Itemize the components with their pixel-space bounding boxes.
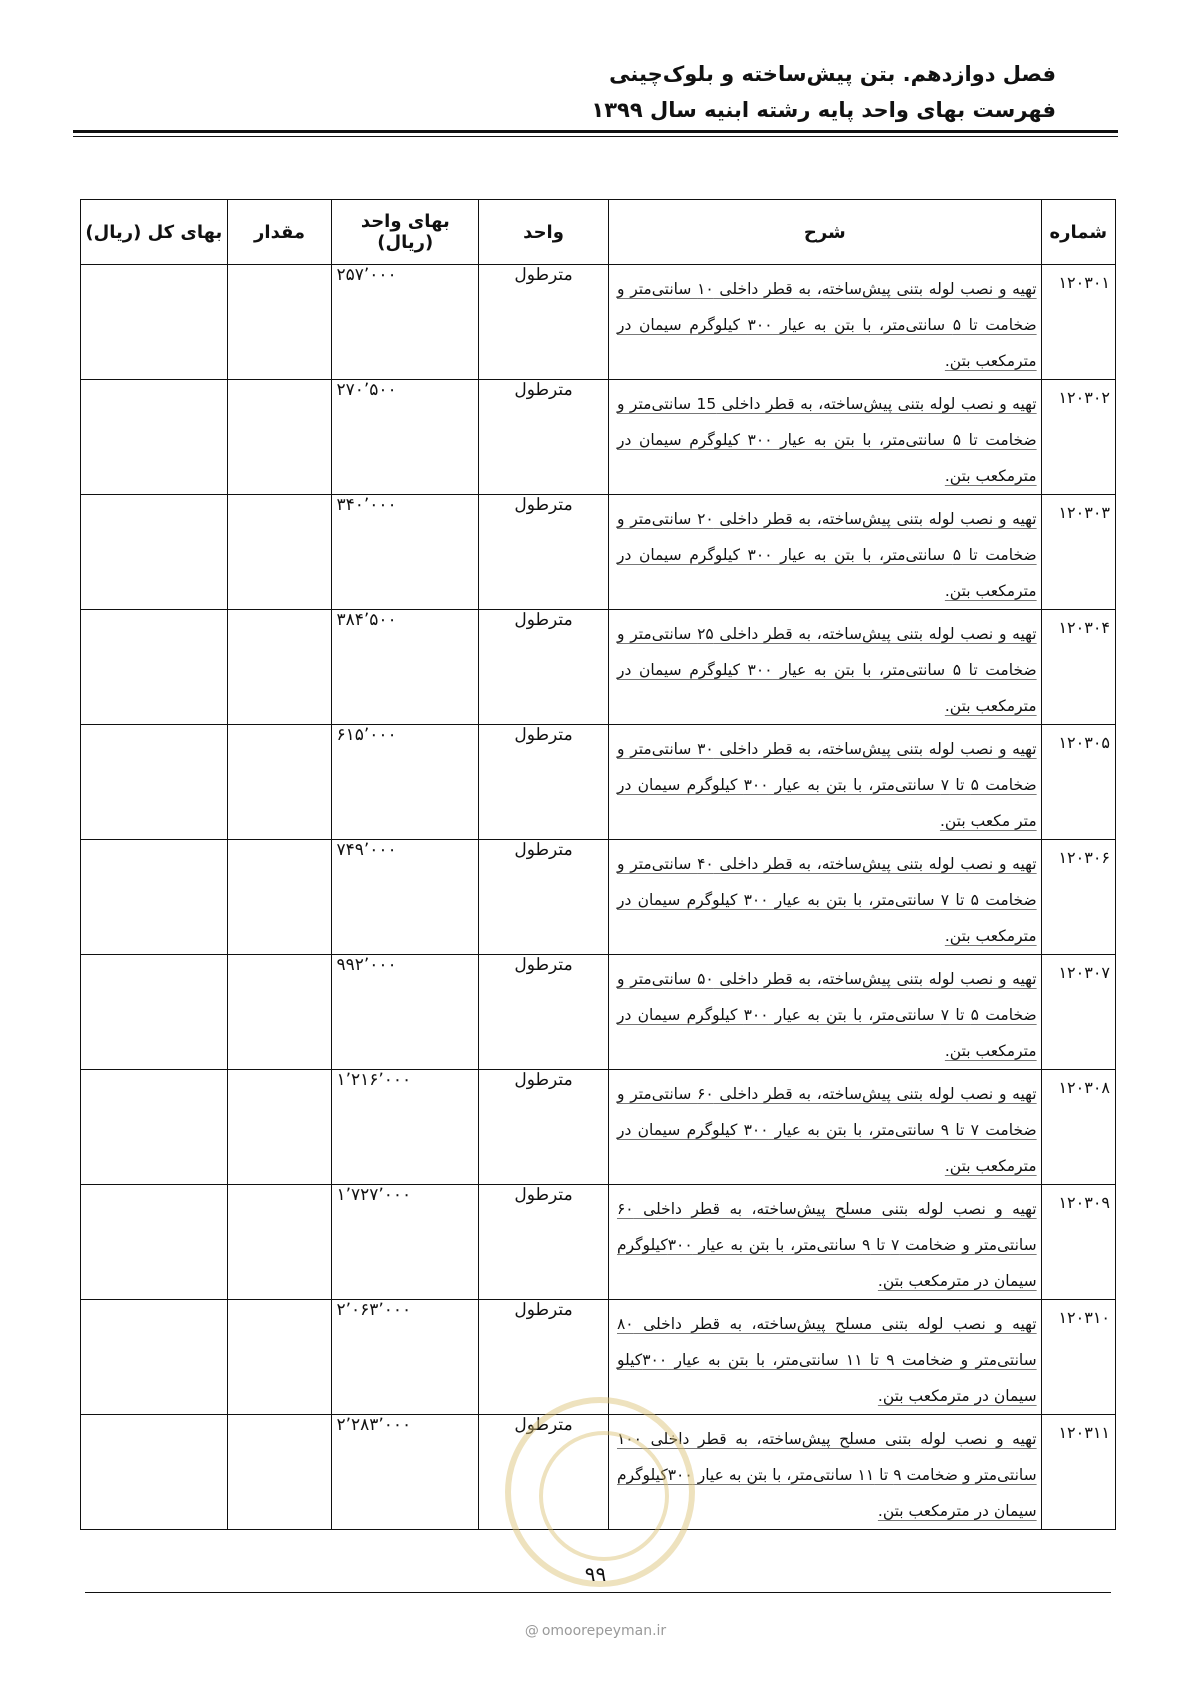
code-cell: ۱۲۰۳۰۷: [1041, 955, 1115, 1070]
description-line: تهیه و نصب لوله بتنی مسلح پیش‌ساخته، به قطر داخلی ۸۰ سانتی‌متر و ضخامت ۹ تا ۱۱ سانتی‌متر، با بتن به عیار ۳۰۰کیلو سیمان در مترمکعب بتن.: [616, 1315, 1037, 1405]
unit-price-cell: ۱٬۲۱۶٬۰۰۰: [332, 1070, 479, 1185]
table-row: [81, 955, 1116, 1070]
unit-price-cell: ۲۵۷٬۰۰۰: [332, 265, 479, 380]
quantity-cell: [227, 1070, 332, 1185]
unit-cell: مترطول: [479, 1300, 609, 1415]
description-text: [617, 1306, 1037, 1414]
table-row: [81, 1185, 1116, 1300]
quantity-cell: [227, 495, 332, 610]
table-row: [81, 265, 1116, 380]
header-rule-thin: [73, 136, 1118, 137]
description-cell: [608, 1070, 1041, 1185]
description-line: تهیه و نصب لوله بتنی پیش‌ساخته، به قطر داخلی ۲۰ سانتی‌متر و ضخامت تا ۵ سانتی‌متر، با بتن به عیار ۳۰۰ کیلوگرم سیمان در مترمکعب بتن.: [616, 510, 1037, 600]
quantity-cell: [227, 840, 332, 955]
total-price-cell: [81, 1070, 228, 1185]
description-cell: [608, 610, 1041, 725]
watermark-seal: [505, 1397, 695, 1587]
unit-price-cell: ۳۴۰٬۰۰۰: [332, 495, 479, 610]
total-price-cell: [81, 265, 228, 380]
description-cell: [608, 955, 1041, 1070]
quantity-cell: [227, 1300, 332, 1415]
header-unit: واحد: [479, 200, 609, 265]
quantity-cell: [227, 610, 332, 725]
unit-cell: مترطول: [479, 1415, 609, 1530]
unit-price-cell: ۳۸۴٬۵۰۰: [332, 610, 479, 725]
table-header-row: [81, 200, 1116, 265]
description-text: [617, 271, 1037, 379]
total-price-cell: [81, 610, 228, 725]
table-row: [81, 725, 1116, 840]
code-cell: ۱۲۰۳۰۸: [1041, 1070, 1115, 1185]
quantity-cell: [227, 1415, 332, 1530]
table-row: [81, 495, 1116, 610]
chapter-title: فصل دوازدهم. بتن پیش‌ساخته و بلوک‌چینی: [609, 62, 1056, 86]
header-rule-thick: [73, 130, 1118, 133]
table-row: [81, 840, 1116, 955]
unit-price-cell: ۹۹۲٬۰۰۰: [332, 955, 479, 1070]
description-text: [617, 1191, 1037, 1299]
unit-cell: مترطول: [479, 1070, 609, 1185]
header-description: شرح: [608, 200, 1041, 265]
quantity-cell: [227, 955, 332, 1070]
description-text: [617, 961, 1037, 1069]
table-row: [81, 610, 1116, 725]
header-quantity: مقدار: [227, 200, 332, 265]
table-body: [81, 265, 1116, 1530]
description-cell: [608, 1185, 1041, 1300]
unit-price-cell: ۱٬۷۲۷٬۰۰۰: [332, 1185, 479, 1300]
code-cell: ۱۲۰۳۰۶: [1041, 840, 1115, 955]
code-cell: ۱۲۰۳۱۰: [1041, 1300, 1115, 1415]
total-price-cell: [81, 955, 228, 1070]
site-name: omoorepeyman.ir: [541, 1623, 667, 1639]
description-line: تهیه و نصب لوله بتنی پیش‌ساخته، به قطر داخلی ۵۰ سانتی‌متر و ضخامت ۵ تا ۷ سانتی‌متر، با بتن به عیار ۳۰۰ کیلوگرم سیمان در مترمکعب بتن.: [616, 970, 1037, 1060]
description-cell: [608, 1300, 1041, 1415]
description-cell: [608, 380, 1041, 495]
page-number: ۹۹: [584, 1562, 607, 1586]
unit-cell: مترطول: [479, 725, 609, 840]
code-cell: ۱۲۰۳۰۹: [1041, 1185, 1115, 1300]
code-cell: ۱۲۰۳۰۳: [1041, 495, 1115, 610]
footer-rule: [85, 1592, 1111, 1593]
description-line: تهیه و نصب لوله بتنی پیش‌ساخته، به قطر داخلی 15 سانتی‌متر و ضخامت تا ۵ سانتی‌متر، با بتن به عیار ۳۰۰ کیلوگرم سیمان در مترمکعب بتن.: [616, 395, 1037, 485]
quantity-cell: [227, 725, 332, 840]
description-cell: [608, 840, 1041, 955]
description-line: تهیه و نصب لوله بتنی پیش‌ساخته، به قطر داخلی ۳۰ سانتی‌متر و ضخامت ۵ تا ۷ سانتی‌متر، با بتن به عیار ۳۰۰ کیلوگرم سیمان در متر مکعب بتن.: [616, 740, 1037, 830]
description-line: تهیه و نصب لوله بتنی مسلح پیش‌ساخته، به قطر داخلی ۱۰۰ سانتی‌متر و ضخامت ۹ تا ۱۱ سانتی‌متر، با بتن به عیار ۳۰۰کیلوگرم سیمان در مترمکعب بتن.: [616, 1430, 1037, 1520]
quantity-cell: [227, 265, 332, 380]
code-cell: ۱۲۰۳۰۲: [1041, 380, 1115, 495]
description-text: [617, 616, 1037, 724]
description-line: تهیه و نصب لوله بتنی پیش‌ساخته، به قطر داخلی ۴۰ سانتی‌متر و ضخامت ۵ تا ۷ سانتی‌متر، با بتن به عیار ۳۰۰ کیلوگرم سیمان در مترمکعب بتن.: [616, 855, 1037, 945]
total-price-cell: [81, 840, 228, 955]
unit-cell: مترطول: [479, 1185, 609, 1300]
description-line: تهیه و نصب لوله بتنی مسلح پیش‌ساخته، به قطر داخلی ۶۰ سانتی‌متر و ضخامت ۷ تا ۹ سانتی‌متر، با بتن به عیار ۳۰۰کیلوگرم سیمان در مترمکعب بتن.: [616, 1200, 1037, 1290]
unit-cell: مترطول: [479, 265, 609, 380]
price-table: [80, 199, 1116, 1530]
watermark-inner-ring: [539, 1431, 669, 1561]
unit-price-cell: ۶۱۵٬۰۰۰: [332, 725, 479, 840]
quantity-cell: [227, 380, 332, 495]
description-line: تهیه و نصب لوله بتنی پیش‌ساخته، به قطر داخلی ۱۰ سانتی‌متر و ضخامت تا ۵ سانتی‌متر، با بتن به عیار ۳۰۰ کیلوگرم سیمان در مترمکعب بتن.: [616, 280, 1037, 370]
header-unit-price: بهای واحد (ریال): [332, 200, 479, 265]
document-title: فهرست بهای واحد پایه رشته ابنیه سال ۱۳۹۹: [591, 98, 1056, 122]
table-row: [81, 380, 1116, 495]
description-text: [617, 846, 1037, 954]
total-price-cell: [81, 1415, 228, 1530]
description-cell: [608, 495, 1041, 610]
document-header: [591, 56, 1056, 128]
total-price-cell: [81, 495, 228, 610]
code-cell: ۱۲۰۳۰۴: [1041, 610, 1115, 725]
description-text: [617, 1076, 1037, 1184]
header-total-price: بهای کل (ریال): [81, 200, 228, 265]
unit-price-cell: ۲٬۲۸۳٬۰۰۰: [332, 1415, 479, 1530]
total-price-cell: [81, 1185, 228, 1300]
quantity-cell: [227, 1185, 332, 1300]
code-cell: ۱۲۰۳۱۱: [1041, 1415, 1115, 1530]
code-cell: ۱۲۰۳۰۱: [1041, 265, 1115, 380]
description-text: [617, 386, 1037, 494]
unit-price-cell: ۷۴۹٬۰۰۰: [332, 840, 479, 955]
code-cell: ۱۲۰۳۰۵: [1041, 725, 1115, 840]
description-line: تهیه و نصب لوله بتنی پیش‌ساخته، به قطر داخلی ۲۵ سانتی‌متر و ضخامت تا ۵ سانتی‌متر، با بتن به عیار ۳۰۰ کیلوگرم سیمان در مترمکعب بتن.: [616, 625, 1037, 715]
description-cell: [608, 265, 1041, 380]
unit-price-cell: ۲۷۰٬۵۰۰: [332, 380, 479, 495]
total-price-cell: [81, 380, 228, 495]
header-code: شماره: [1041, 200, 1115, 265]
table-row: [81, 1070, 1116, 1185]
total-price-cell: [81, 725, 228, 840]
description-cell: [608, 725, 1041, 840]
unit-cell: مترطول: [479, 380, 609, 495]
unit-cell: مترطول: [479, 610, 609, 725]
unit-cell: مترطول: [479, 955, 609, 1070]
description-text: [617, 501, 1037, 609]
unit-cell: مترطول: [479, 840, 609, 955]
total-price-cell: [81, 1300, 228, 1415]
description-text: [617, 731, 1037, 839]
at-sign-icon: @: [524, 1623, 539, 1639]
unit-price-cell: ۲٬۰۶۳٬۰۰۰: [332, 1300, 479, 1415]
unit-cell: مترطول: [479, 495, 609, 610]
site-credit: [0, 1623, 1191, 1639]
description-line: تهیه و نصب لوله بتنی پیش‌ساخته، به قطر داخلی ۶۰ سانتی‌متر و ضخامت ۷ تا ۹ سانتی‌متر، با بتن به عیار ۳۰۰ کیلوگرم سیمان در مترمکعب بتن.: [616, 1085, 1037, 1175]
